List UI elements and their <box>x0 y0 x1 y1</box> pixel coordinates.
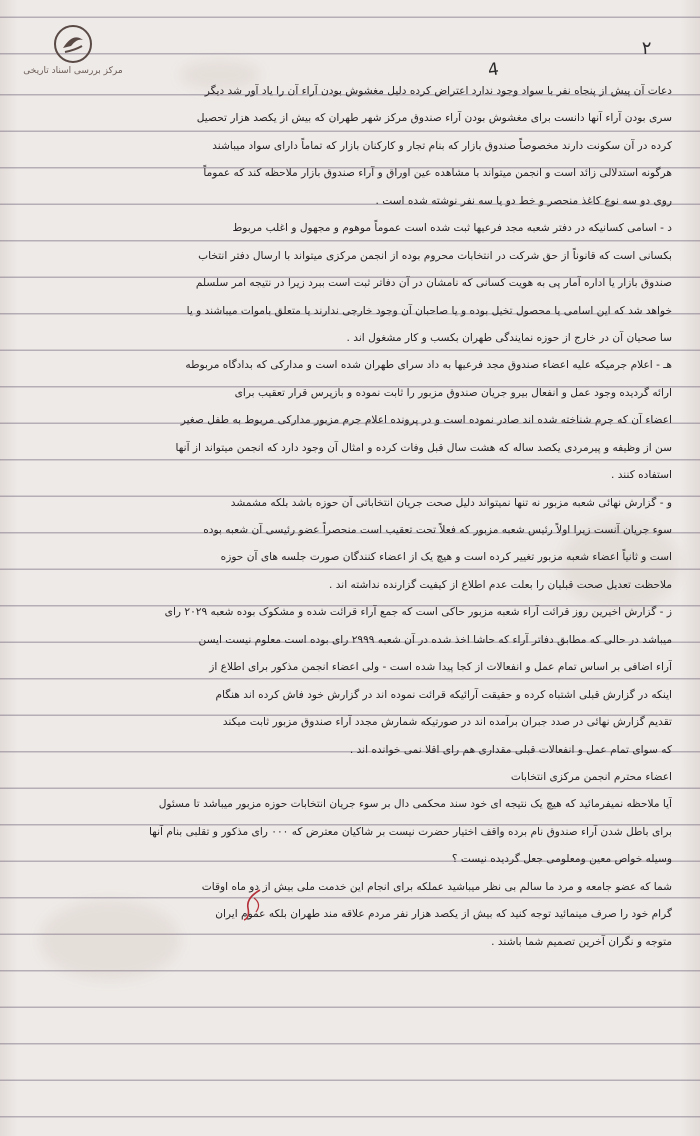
text-line: سا صحیان آن در خارج از حوزه نمایندگی طهران بکسب و کار مشغول اند . <box>346 331 672 344</box>
text-line: آیا ملاحظه نمیفرمائید که هیچ یک نتیجه ای خود سند محکمی دال بر سوء جریان انتخابات حوزه مزبور میباشد تا مسئول <box>158 798 672 811</box>
text-line: گرام خود را صرف مینمائید توجه کنید که بیش از یکصد هزار نفر مردم علاقه مند طهران بلکه عموم ایران <box>215 908 672 921</box>
text-line: که سوای تمام عمل و انفعالات قبلی مقداری هم رای اقلا نمی خوانده اند . <box>349 743 672 756</box>
text-line: هـ - اعلام جرمیکه علیه اعضاء صندوق مجد فرعیها به داد سرای طهران شده است و مدارکی که بدادگاه مربوطه <box>185 359 672 372</box>
text-line: بکسانی است که قانوناً از حق شرکت در انتخابات محروم بوده از انجمن مرکزی میتواند با ارسال دفتر انتخاب <box>198 249 672 262</box>
text-line: متوجه و نگران آخرین تصمیم شما باشند . <box>491 935 672 948</box>
text-line: ملاحظت تعدیل صحت قبلیان را بعلت عدم اطلاع از کیفیت گزارنده نداشته اند . <box>329 578 672 591</box>
text-line: دعات آن پیش از پنجاه نفر با سواد وجود ندارد اعتراض کرده دلیل مغشوش بودن آراء آن را یاد آور شد دیگر <box>204 85 672 97</box>
text-line: وسیله خواص معین ومعلومی جعل گردیده نیست ؟ <box>451 853 672 866</box>
text-line: سن از وظیفه و پیرمردی یکصد ساله که هشت سال قبل وفات کرده و امثال آن وجود دارد که انجمن میتواند از آنها <box>175 441 672 454</box>
text-line: برای باطل شدن آراء صندوق نام برده واقف اختیار حضرت نیست بر شاکیان معترض که ۰۰۰ رای مذکور و تقلبی بنام آنها <box>148 825 672 838</box>
text-line: استفاده کنند . <box>611 469 672 482</box>
text-line: د - اسامی کسانیکه در دفتر شعبه مجد فرعیها ثبت شده است عموماً موهوم و مجهول و اغلب مربوط <box>232 222 672 235</box>
archive-watermark <box>18 24 128 84</box>
text-line: سوء جریان آنست زیرا اولاً رئیس شعبه مزبور که فعلاً تحت تعقیب است منحصراً عضو رئیسی آن شعبه بوده <box>203 524 672 536</box>
text-line: ارائه گردیده وجود عمل و انفعال بیرو جریان صندوق مزبور را ثابت نموده و بازپرس قرار تعقیب برای <box>234 386 672 399</box>
text-line: آراء اضافی بر اساس تمام عمل و انفعالات از کجا پیدا شده است - ولی اعضاء انجمن مذکور برای اطلاع از <box>209 661 672 674</box>
text-line: کرده در آن سکونت دارند مخصوصاً صندوق بازار که بنام تجار و کارکنان بازار که تماماً دارای سواد میباشند <box>212 139 672 152</box>
archive-logo-icon <box>53 24 93 64</box>
archive-watermark-text: مرکز بررسی اسناد تاریخی <box>23 66 123 76</box>
text-line: صندوق بازار یا اداره آمار پی به هویت کسانی که نامشان در آن دفاتر ثبت است ببرد زیرا در نتیجه امر سلسلم <box>195 277 672 290</box>
red-annotation-mark <box>240 888 270 922</box>
text-line: خواهد شد که این اسامی یا محصول تخیل بوده و یا صاحبان آن وجود خارجی ندارند یا متعلق باموات میباشند و یا <box>186 304 672 317</box>
handwritten-text-body <box>22 78 672 956</box>
text-line: اعضاء محترم انجمن مرکزی انتخابات <box>510 770 672 783</box>
marginal-number: 4 <box>486 59 501 81</box>
text-line: میباشد در حالی که مطابق دفاتر آراء که حاشا اخذ شده در آن شعبه ۲۹۹۹ رای بوده است معلوم نیست ایسن <box>198 633 672 646</box>
text-line: اعضاء آن که جرم شناخته شده اند صادر نموده است و در پرونده اعلام جرم مزبور مدارکی مربوط به طفل صغیر <box>180 414 672 427</box>
page-number: ۲ <box>641 38 652 59</box>
text-line: و - گزارش نهائی شعبه مزبور نه تنها نمیتواند دلیل صحت جریان انتخاباتی آن حوزه باشد بلکه مشمشد <box>230 496 672 509</box>
text-line: شما که عضو جامعه و مرد ما سالم بی نظر میباشید عملکه برای انجام این خدمت ملی بیش از دو ماه اوقات <box>201 880 672 893</box>
text-line: روی دو سه نوع کاغذ منحصر و خط دو یا سه نفر نوشته شده است . <box>375 194 672 207</box>
text-line: است و ثانیاً اعضاء شعبه مزبور تغییر کرده است و هیچ یک از اعضاء کنندگان صورت جلسه های آن حوزه <box>220 551 672 564</box>
text-line: تقدیم گزارش نهائی در صدد جبران برآمده اند در صورتیکه شمارش مجدد آراء صندوق مزبور ثابت میکند <box>222 716 672 729</box>
text-line: ز - گزارش اخیرین روز قرائت آراء شعبه مزبور حاکی است که جمع آراء قرائت شده و مشکوک بوده شعبه ۲۰۲۹ رای <box>164 606 672 619</box>
text-line: سری بودن آراء آنها دانست برای مغشوش بودن آراء صندوق مرکز شهر طهران که بیش از یکصد هزار تحصیل <box>196 112 672 125</box>
text-line: هرگونه استدلالی زائد است و انجمن میتواند با مشاهده عین اوراق و آراء صندوق بازار ملاحظه کند که عموماً <box>203 167 672 180</box>
text-line: اینکه در گزارش قبلی اشتباه کرده و حقیقت آرائیکه قرائت نموده اند در گزارش خود فاش کرده اند هنگام <box>215 688 672 701</box>
